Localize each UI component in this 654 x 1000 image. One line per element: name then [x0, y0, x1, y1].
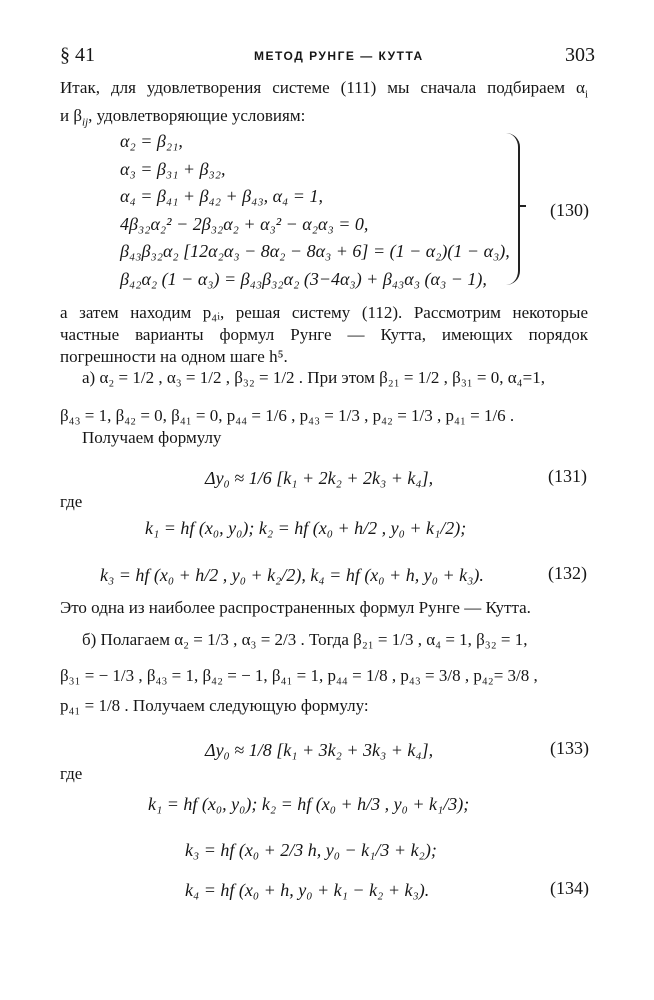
- intro-paragraph: [60, 77, 588, 134]
- equation-system-130: [120, 128, 510, 293]
- remark-text: Это одна из наиболее распространенных формул Рунге — Кутта.: [60, 598, 531, 617]
- case-b-line-2: β₃₁ = − 1/3 , β₄₃ = 1, β₄₂ = − 1, β₄₁ = 1, p₄₄ = 1/8 , p₄₃ = 3/8 , p₄₂= 3/8 ,: [60, 666, 538, 685]
- section-number: § 41: [60, 44, 95, 66]
- after-line-2: частные варианты формул Рунге — Кутта, имеющих порядок: [60, 325, 588, 344]
- after-line-1: а затем находим p₄ᵢ, решая систему (112). Рассмотрим некоторые: [60, 303, 588, 322]
- page-number: 303: [565, 44, 595, 66]
- after-line-3: погрешности на одном шаге h⁵.: [60, 347, 288, 366]
- system-line-6: β₄₂α₂ (1 − α₃) = β₄₃β₃₂α₂ (3−4α₃) + β₄₃α₃ (α₃ − 1),: [120, 268, 487, 289]
- system-line-3: α₄ = β₄₁ + β₄₂ + β₄₃, α₄ = 1,: [120, 186, 323, 206]
- case-a-line-1: а) α₂ = 1/2 , α₃ = 1/2 , β₃₂ = 1/2 . При этом β₂₁ = 1/2 , β₃₁ = 0, α₄=1,: [82, 368, 545, 387]
- equation-131: Δy₀ ≈ 1/6 [k₁ + 2k₂ + 2k₃ + k₄],: [205, 468, 434, 488]
- system-line-4: 4β₃₂α₂² − 2β₃₂α₂ + α₃² − α₂α₃ = 0,: [120, 213, 369, 234]
- system-line-1: α₂ = β₂₁,: [120, 131, 183, 151]
- where-text-1: где: [60, 492, 83, 511]
- get-formula-text: Получаем формулу: [82, 428, 222, 447]
- equation-133: Δy₀ ≈ 1/8 [k₁ + 3k₂ + 3k₃ + k₄],: [205, 740, 434, 760]
- equation-132-line-1: k₁ = hf (x₀, y₀); k₂ = hf (x₀ + h/2 , y₀ + k₁/2);: [145, 518, 467, 538]
- case-b-line-1: б) Полагаем α₂ = 1/3 , α₃ = 2/3 . Тогда β₂₁ = 1/3 , α₄ = 1, β₃₂ = 1,: [82, 630, 528, 649]
- right-brace: [500, 133, 520, 285]
- equation-tag-130: (130): [550, 200, 589, 220]
- equation-tag-134: (134): [550, 878, 589, 898]
- equation-134-line-3: k₄ = hf (x₀ + h, y₀ + k₁ − k₂ + k₃).: [185, 880, 430, 900]
- running-title: МЕТОД РУНГЕ — КУТТА: [254, 49, 424, 63]
- equation-132-line-2: k₃ = hf (x₀ + h/2 , y₀ + k₂/2), k₄ = hf (x₀ + h, y₀ + k₃).: [100, 565, 484, 585]
- intro-line-1: Итак, для удовлетворения системе (111) мы сначала подбираем $\alpha_i$: [60, 78, 588, 101]
- equation-tag-132: (132): [548, 563, 587, 583]
- equation-134-line-2: k₃ = hf (x₀ + 2/3 h, y₀ − k₁/3 + k₂);: [185, 840, 437, 860]
- system-line-5: β₄₃β₃₂α₂ [12α₂α₃ − 8α₂ − 8α₃ + 6] = (1 − α₂)(1 − α₃),: [120, 241, 510, 261]
- system-line-2: α₃ = β₃₁ + β₃₂,: [120, 158, 226, 179]
- after-system-paragraph: [60, 302, 588, 368]
- case-b-line-3: p₄₁ = 1/8 . Получаем следующую формулу:: [60, 696, 369, 715]
- equation-134-line-1: k₁ = hf (x₀, y₀); k₂ = hf (x₀ + h/3 , y₀ + k₁/3);: [148, 794, 470, 814]
- where-text-2: где: [60, 764, 83, 783]
- intro-line-2: и $\beta_{ij}$, удовлетворяющие условиям:: [60, 106, 306, 129]
- case-a-line-2: β₄₃ = 1, β₄₂ = 0, β₄₁ = 0, p₄₄ = 1/6 , p₄₃ = 1/3 , p₄₂ = 1/3 , p₄₁ = 1/6 .: [60, 406, 515, 425]
- equation-tag-131: (131): [548, 466, 587, 486]
- equation-tag-133: (133): [550, 738, 589, 758]
